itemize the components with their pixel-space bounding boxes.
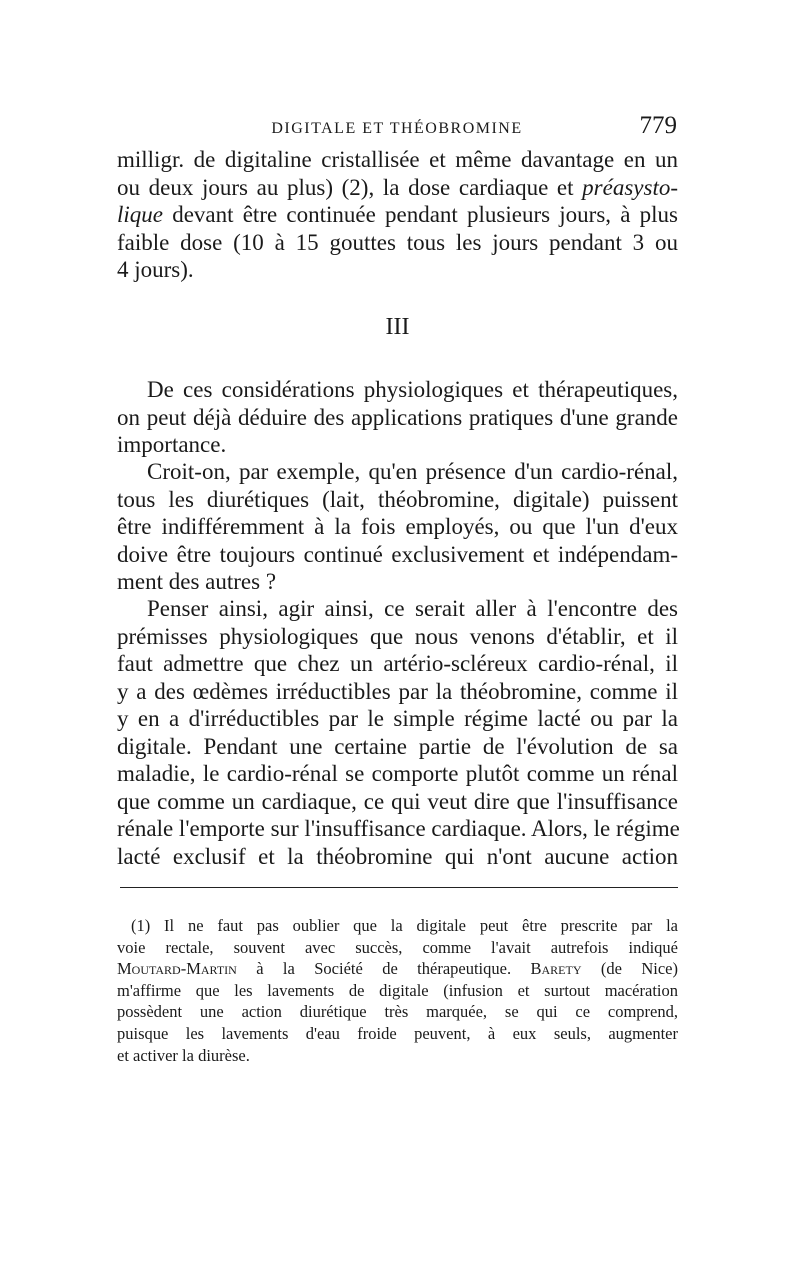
text-line: Croit-on, par exemple, qu'en présence d'un cardio-rénal, xyxy=(147,459,678,484)
text-line: maladie, le cardio-rénal se comporte plutôt comme un rénal xyxy=(117,761,678,786)
text-line: 4 jours). xyxy=(117,257,194,282)
text-line: De ces considérations physiologiques et thérapeutiques, xyxy=(147,377,678,402)
text-line: on peut déjà déduire des applications pratiques d'une grande xyxy=(117,404,678,430)
author-name: Moutard-Martin xyxy=(117,959,237,979)
text-span: devant être continuée pendant plusieurs jours, à plus xyxy=(163,202,678,227)
text-line: doive être toujours continué exclusivement et indépendam- xyxy=(117,541,678,567)
text-line: y a des œdèmes irréductibles par la théobromine, comme il xyxy=(117,678,678,704)
text-line: importance. xyxy=(117,432,227,457)
text-line: que comme un cardiaque, ce qui veut dire que l'insuffisance xyxy=(117,788,678,814)
footnote-line: et activer la diurèse. xyxy=(117,1045,250,1065)
text-span: (de Nice) xyxy=(581,959,678,979)
footnote-line: m'affirme que les lavements de digitale (infusion et surtout macération xyxy=(117,980,678,1000)
running-title: DIGITALE ET THÉOBROMINE xyxy=(271,120,523,137)
paragraph-2 xyxy=(117,458,678,596)
footnote xyxy=(117,915,678,1066)
italic-term: préasysto- xyxy=(582,174,678,200)
footnote-rule xyxy=(120,887,678,888)
text-line xyxy=(117,201,678,229)
running-header xyxy=(117,112,677,146)
text-line: être indifféremment à la fois employés, ou que l'un d'eux xyxy=(117,514,678,539)
text-line: faut admettre que chez un artério-scléreux cardio-rénal, il xyxy=(117,651,678,676)
footnote-line: voie rectale, souvent avec succès, comme l'avait autrefois indiqué xyxy=(117,937,678,957)
paragraph-1 xyxy=(117,376,678,459)
text-line: faible dose (10 à 15 gouttes tous les jours pendant 3 ou xyxy=(117,229,678,255)
text-span: ou deux jours au plus) (2), la dose cardiaque et xyxy=(117,174,583,200)
text-line: prémisses physiologiques que nous venons d'établir, et il xyxy=(117,623,678,649)
text-line: y en a d'irréductibles par le simple régime lacté ou par la xyxy=(117,706,678,731)
paragraph-3 xyxy=(117,595,678,870)
footnote-line: puisque les lavements d'eau froide peuvent, à eux seuls, augmenter xyxy=(117,1023,678,1043)
author-name: Barety xyxy=(530,959,582,979)
text-line xyxy=(117,174,678,202)
text-line: milligr. de digitaline cristallisée et même davantage en un xyxy=(117,147,678,172)
text-line: rénale l'emporte sur l'insuffisance cardiaque. Alors, le régime xyxy=(117,816,680,841)
footnote-line xyxy=(117,958,678,980)
italic-term: lique xyxy=(117,202,163,227)
text-line: ment des autres ? xyxy=(117,569,277,594)
top-paragraph xyxy=(117,146,678,284)
text-line: Penser ainsi, agir ainsi, ce serait aller à l'encontre des xyxy=(147,596,678,621)
page-number: 779 xyxy=(639,112,677,139)
footnote-line: possèdent une action diurétique très marquée, se qui ce comprend, xyxy=(117,1002,678,1022)
footnote-line: (1) Il ne faut pas oublier que la digitale peut être prescrite par la xyxy=(131,916,678,935)
section-heading: III xyxy=(385,314,410,340)
text-line: digitale. Pendant une certaine partie de l'évolution de sa xyxy=(117,733,678,759)
text-span: à la Société de thérapeutique. xyxy=(236,959,531,979)
text-line: lacté exclusif et la théobromine qui n'ont aucune action xyxy=(117,843,678,869)
text-line: tous les diurétiques (lait, théobromine, digitale) puissent xyxy=(117,486,678,512)
